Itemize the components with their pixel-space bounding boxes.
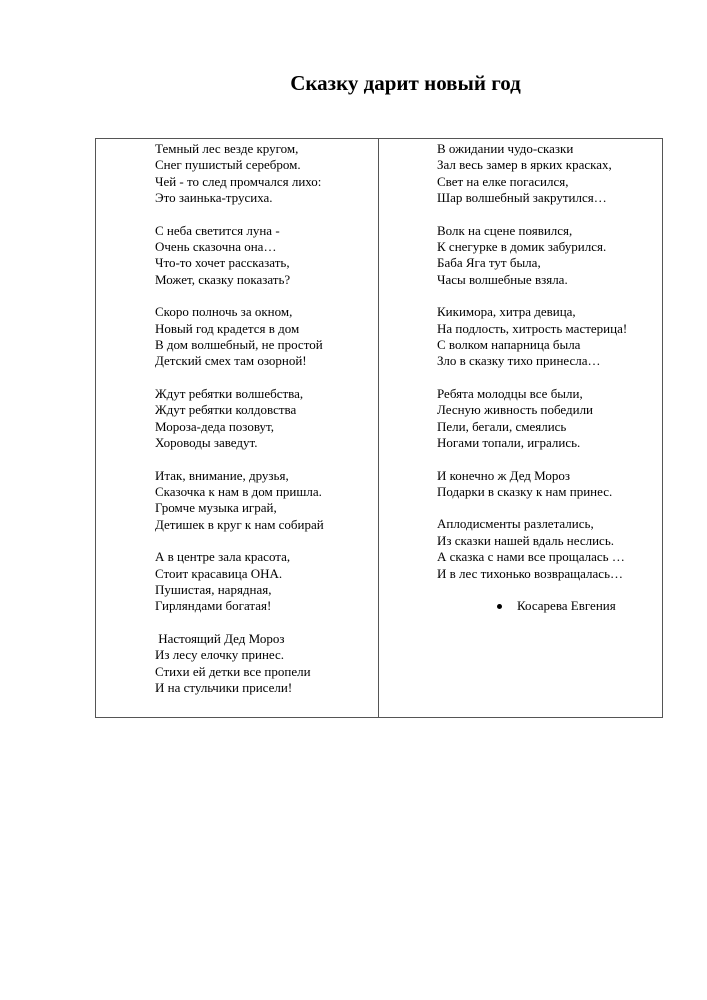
poem-line: Лесную живность победили [437,402,594,418]
poem-line: На подлость, хитрость мастерица! [437,320,628,336]
stanza [155,141,378,207]
poem-line: Стоит красавица ОНА. [155,565,283,581]
poem-line: Пушистая, нарядная, [155,581,272,597]
poem-line: Зал весь замер в ярких красках, [437,157,612,173]
bullet-icon [497,604,502,609]
poem-line: И на стульчики присели! [155,679,293,695]
poem-line: Это заинька-трусиха. [155,190,273,206]
poem-line: А в центре зала красота, [155,549,291,565]
poem-line: С волком напарница была [437,337,581,353]
page-title: Сказку дарит новый год [290,71,521,95]
poem-line: Скоро полночь за окном, [155,304,293,320]
left-column [96,139,379,717]
author-name: Косарева Евгения [517,597,616,613]
poem-line: К снегурке в домик забурился. [437,239,607,255]
poem-line: Мороза-деда позовут, [155,418,274,434]
poem-line: Сказочка к нам в дом пришла. [155,483,322,499]
poem-line: Громче музыка играй, [155,500,277,516]
stanza [155,631,378,697]
poem-line: И в лес тихонько возвращалась… [437,565,624,581]
poem-line: Аплодисменты разлетались, [437,516,594,532]
stanza [155,468,378,534]
poem-line: В дом волшебный, не простой [155,337,323,353]
poem-line: Ногами топали, игрались. [437,435,581,451]
poem-line: Ждут ребятки колдовства [155,402,297,418]
stanza [437,468,662,501]
stanza [155,386,378,452]
stanza [437,141,662,207]
poem-line: Пели, бегали, смеялись [437,418,567,434]
poem-line: Настоящий Дед Мороз [155,630,285,646]
right-column [379,139,662,717]
poem-line: Баба Яга тут была, [437,255,541,271]
poem-line: Стихи ей детки все пропели [155,663,311,679]
stanza [437,223,662,289]
stanza [437,304,662,370]
poem-line: Очень сказочна она… [155,239,277,255]
author-item [437,598,662,614]
poem-line: Гирляндами богатая! [155,598,272,614]
poem-line: Часы волшебные взяла. [437,271,568,287]
stanza [437,386,662,452]
poem-line: Кикимора, хитра девица, [437,304,576,320]
poem-line: А сказка с нами все прощалась … [437,549,625,565]
poem-line: Детишек в круг к нам собирай [155,516,324,532]
poem-line: Волк на сцене появился, [437,222,573,238]
poem-line: И конечно ж Дед Мороз [437,467,571,483]
poem-line: Чей - то след промчался лихо: [155,173,322,189]
poem-line: Шар волшебный закрутился… [437,190,607,206]
poem-table [95,138,663,718]
poem-line: Свет на елке погасился, [437,173,569,189]
poem-line: С неба светится луна - [155,222,280,238]
poem-line: Новый год крадется в дом [155,320,300,336]
poem-line: Хороводы заведут. [155,435,258,451]
poem-line: В ожидании чудо-сказки [437,141,574,156]
poem-line: Что-то хочет рассказать, [155,255,290,271]
stanza [155,223,378,289]
stanza [155,304,378,370]
stanza [155,549,378,615]
poem-line: Детский смех там озорной! [155,353,307,369]
poem-line: Подарки в сказку к нам принес. [437,483,613,499]
poem-line: Ребята молодцы все были, [437,385,583,401]
stanza [437,516,662,582]
poem-line: Может, сказку показать? [155,271,291,287]
poem-line: Итак, внимание, друзья, [155,467,289,483]
poem-line: Темный лес везде кругом, [155,141,299,156]
poem-line: Из сказки нашей вдаль неслись. [437,532,614,548]
poem-line: Из лесу елочку принес. [155,647,285,663]
poem-line: Ждут ребятки волшебства, [155,385,304,401]
poem-line: Зло в сказку тихо принесла… [437,353,601,369]
poem-line: Снег пушистый серебром. [155,157,301,173]
